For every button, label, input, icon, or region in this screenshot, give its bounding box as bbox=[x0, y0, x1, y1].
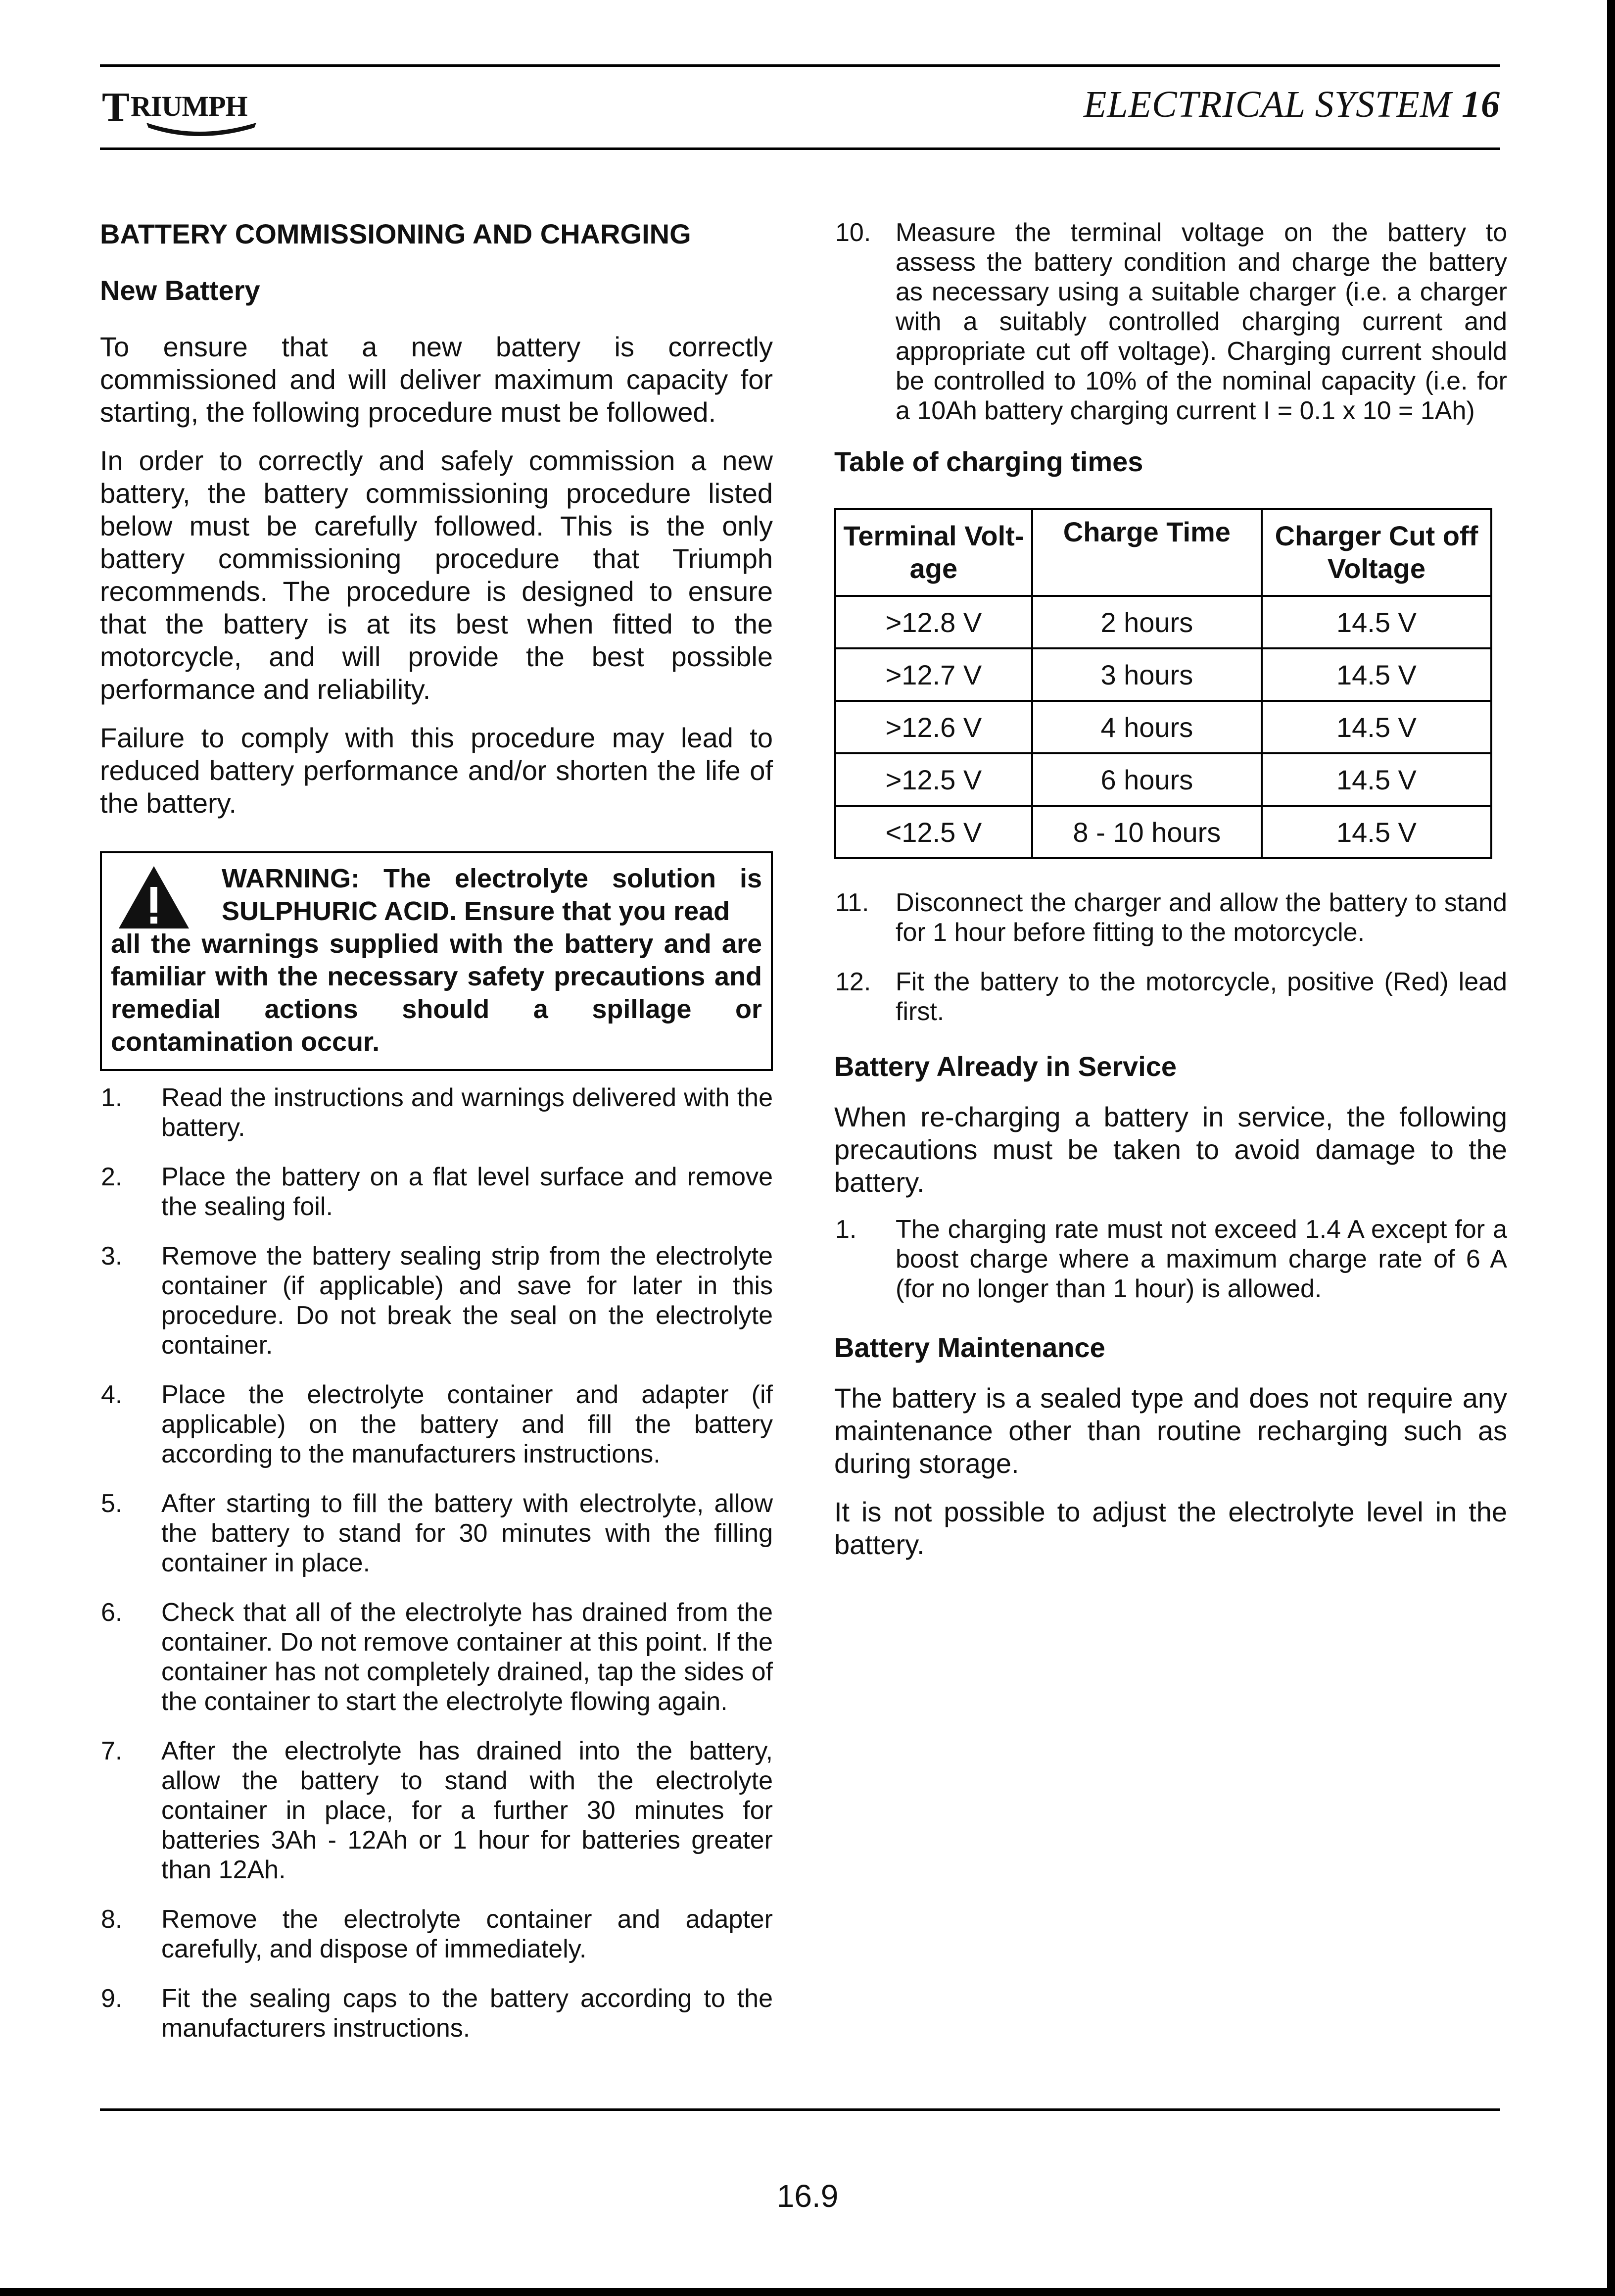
paragraph: Failure to comply with this procedure may lead to reduced battery performance and/or shorten the life of the battery. bbox=[100, 722, 773, 819]
scan-edge-right bbox=[1607, 0, 1615, 2296]
table-row bbox=[835, 596, 1491, 648]
table-row bbox=[835, 753, 1491, 806]
list-item: 10. Measure the terminal voltage on the battery to assess the battery condition and charge the battery as necessary using a suitable charger (i.e. a charger with a suitably controlled charging current and appropriate cut off voltage). Charging current should be controlled to 10% of the nominal capacity (i.e. for a 10Ah battery charging current I = 0.1 x 10 = 1Ah) bbox=[835, 218, 1507, 425]
section-heading: BATTERY COMMISSIONING AND CHARGING bbox=[100, 218, 691, 249]
table-cell: <12.5 V bbox=[835, 806, 1032, 858]
list-item: 5. After starting to fill the battery with electrolyte, allow the battery to stand for 30 minutes with the filling container in place. bbox=[101, 1489, 773, 1577]
commissioning-steps bbox=[100, 1083, 773, 2043]
table-cell: 4 hours bbox=[1032, 701, 1262, 753]
paragraph: In order to correctly and safely commission a new battery, the battery commissioning procedure listed below must be carefully followed. This is the only battery commissioning procedure that Triumph recommends. The procedure is designed to ensure that the battery is at its best when fitted to the motorcycle, and will provide the best possible performance and reliability. bbox=[100, 445, 773, 705]
table-cell: 6 hours bbox=[1032, 753, 1262, 806]
table-cell: >12.7 V bbox=[835, 648, 1032, 701]
table-row bbox=[835, 701, 1491, 753]
header-section-title bbox=[1084, 83, 1500, 126]
section-number: 16 bbox=[1462, 84, 1500, 125]
right-column bbox=[834, 218, 1507, 1577]
table-cell: >12.8 V bbox=[835, 596, 1032, 648]
list-item: 11. Disconnect the charger and allow the battery to stand for 1 hour before fitting to the motorcycle. bbox=[835, 888, 1507, 947]
table-header-row bbox=[835, 509, 1491, 596]
warning-text bbox=[111, 862, 762, 1058]
table-cell: >12.5 V bbox=[835, 753, 1032, 806]
page-number: 16.9 bbox=[776, 2178, 839, 2214]
table-cell: 14.5 V bbox=[1262, 596, 1491, 648]
list-item: 12. Fit the battery to the motorcycle, positive (Red) lead first. bbox=[835, 968, 1507, 1026]
scan-edge-bottom bbox=[0, 2288, 1615, 2296]
charging-times-table bbox=[834, 508, 1492, 859]
list-item: 1. Read the instructions and warnings delivered with the battery. bbox=[101, 1083, 773, 1142]
list-item: 1. The charging rate must not exceed 1.4 A except for a boost charge where a maximum charge rate of 6 A (for no longer than 1 hour) is allowed. bbox=[835, 1215, 1507, 1303]
triumph-logo bbox=[99, 75, 307, 143]
list-item: 4. Place the electrolyte container and adapter (if applicable) on the battery and fill the battery according to the manufacturers instructions. bbox=[101, 1380, 773, 1468]
svg-text:RIUMPH: RIUMPH bbox=[131, 90, 247, 122]
subheading-battery-maintenance: Battery Maintenance bbox=[834, 1332, 1105, 1363]
warning-body: all the warnings supplied with the battery and are familiar with the necessary safety precautions and remedial actions should a spillage or contamination occur. bbox=[111, 929, 762, 1057]
paragraph: To ensure that a new battery is correctly commissioned and will deliver maximum capacity for starting, the following procedure must be followed. bbox=[100, 331, 773, 428]
table-cell: 14.5 V bbox=[1262, 648, 1491, 701]
table-row bbox=[835, 648, 1491, 701]
table-cell: 3 hours bbox=[1032, 648, 1262, 701]
table-title: Table of charging times bbox=[834, 446, 1143, 477]
warning-triangle-icon bbox=[117, 864, 191, 930]
list-item: 8. Remove the electrolyte container and adapter carefully, and dispose of immediately. bbox=[101, 1905, 773, 1963]
table-cell: 14.5 V bbox=[1262, 806, 1491, 858]
subheading-new-battery: New Battery bbox=[100, 275, 260, 306]
paragraph: The battery is a sealed type and does not require any maintenance other than routine recharging such as during storage. bbox=[834, 1382, 1507, 1479]
list-item: 7. After the electrolyte has drained into the battery, allow the battery to stand with the electrolyte container in place, for a further 30 minutes for batteries 3Ah - 12Ah or 1 hour for batteries greater than 12Ah. bbox=[101, 1737, 773, 1884]
column-header: Charger Cut off Voltage bbox=[1262, 509, 1491, 596]
footer-rule bbox=[100, 2108, 1500, 2111]
column-header: Charge Time bbox=[1032, 509, 1262, 596]
list-item: 2. Place the battery on a flat level surface and remove the sealing foil. bbox=[101, 1163, 773, 1221]
list-item: 6. Check that all of the electrolyte has drained from the container. Do not remove container at this point. If the container has not completely drained, tap the sides of the container to start the electrolyte flowing again. bbox=[101, 1598, 773, 1716]
table-cell: 8 - 10 hours bbox=[1032, 806, 1262, 858]
svg-text:T: T bbox=[102, 84, 129, 130]
header-top-rule bbox=[100, 64, 1500, 67]
table-cell: 14.5 V bbox=[1262, 753, 1491, 806]
header-bottom-rule bbox=[100, 147, 1500, 150]
table-row bbox=[835, 806, 1491, 858]
warning-box bbox=[100, 851, 773, 1071]
column-header: Terminal Volt-age bbox=[835, 509, 1032, 596]
warning-lead: WARNING: The electrolyte solution is SULPHURIC ACID. Ensure that you read bbox=[222, 864, 762, 926]
table-cell: 14.5 V bbox=[1262, 701, 1491, 753]
paragraph: It is not possible to adjust the electrolyte level in the battery. bbox=[834, 1496, 1507, 1560]
table-cell: >12.6 V bbox=[835, 701, 1032, 753]
subheading-battery-in-service: Battery Already in Service bbox=[834, 1051, 1177, 1082]
list-item: 9. Fit the sealing caps to the battery according to the manufacturers instructions. bbox=[101, 1984, 773, 2043]
list-item: 3. Remove the battery sealing strip from the electrolyte container (if applicable) and save for later in this procedure. Do not break the seal on the electrolyte container. bbox=[101, 1242, 773, 1360]
section-title: ELECTRICAL SYSTEM bbox=[1083, 84, 1452, 125]
table-cell: 2 hours bbox=[1032, 596, 1262, 648]
left-column bbox=[100, 218, 773, 2063]
paragraph: When re-charging a battery in service, the following precautions must be taken to avoid damage to the battery. bbox=[834, 1101, 1507, 1198]
